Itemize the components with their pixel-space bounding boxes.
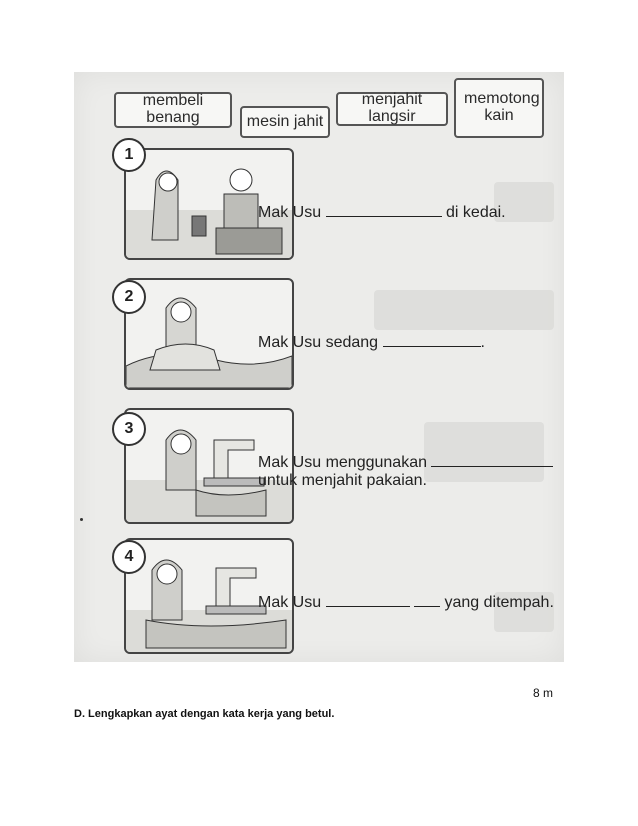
marks-label: 8 m (533, 686, 554, 700)
item-number-label: 3 (124, 420, 134, 437)
item-number-label: 1 (124, 146, 134, 163)
item-number-label: 4 (124, 548, 134, 565)
answer-blank[interactable] (414, 592, 440, 607)
sentence-text: untuk menjahit pakaian. (258, 472, 427, 489)
sentence-text: Mak Usu (258, 594, 322, 611)
sentence-4 (258, 592, 554, 612)
sentence-2 (258, 332, 485, 352)
sentence-text: Mak Usu sedang (258, 334, 379, 351)
item-number-3 (112, 412, 146, 446)
bleed-through-mark (374, 290, 554, 330)
answer-blank[interactable] (326, 202, 442, 217)
sentence-3 (258, 452, 553, 472)
sentence-text: di kedai. (446, 204, 506, 221)
stray-mark (80, 518, 83, 521)
sentence-text: yang ditempah. (444, 594, 554, 611)
worksheet-scan (74, 72, 564, 662)
word-bank-label: membeli benang (142, 92, 204, 126)
answer-blank[interactable] (326, 592, 410, 607)
item-number-2 (112, 280, 146, 314)
word-bank-item-3 (336, 92, 448, 126)
word-bank-label: menjahit langsir (361, 91, 423, 125)
item-number-1 (112, 138, 146, 172)
word-bank-label: memotong kain (464, 90, 540, 124)
sentence-text: Mak Usu (258, 204, 322, 221)
item-number-label: 2 (124, 288, 134, 305)
sentence-3-line-2 (258, 472, 427, 490)
answer-blank[interactable] (383, 332, 481, 347)
sentence-text: Mak Usu menggunakan (258, 454, 427, 471)
answer-blank[interactable] (431, 452, 553, 467)
item-number-4 (112, 540, 146, 574)
sentence-text: . (480, 334, 485, 351)
word-bank-label: mesin jahit (246, 112, 324, 130)
word-bank-item-4 (454, 78, 544, 138)
word-bank-item-2 (240, 106, 330, 138)
section-instruction: D. Lengkapkan ayat dengan kata kerja yang betul. (74, 708, 335, 720)
sentence-1 (258, 202, 506, 222)
word-bank-item-1 (114, 92, 232, 128)
